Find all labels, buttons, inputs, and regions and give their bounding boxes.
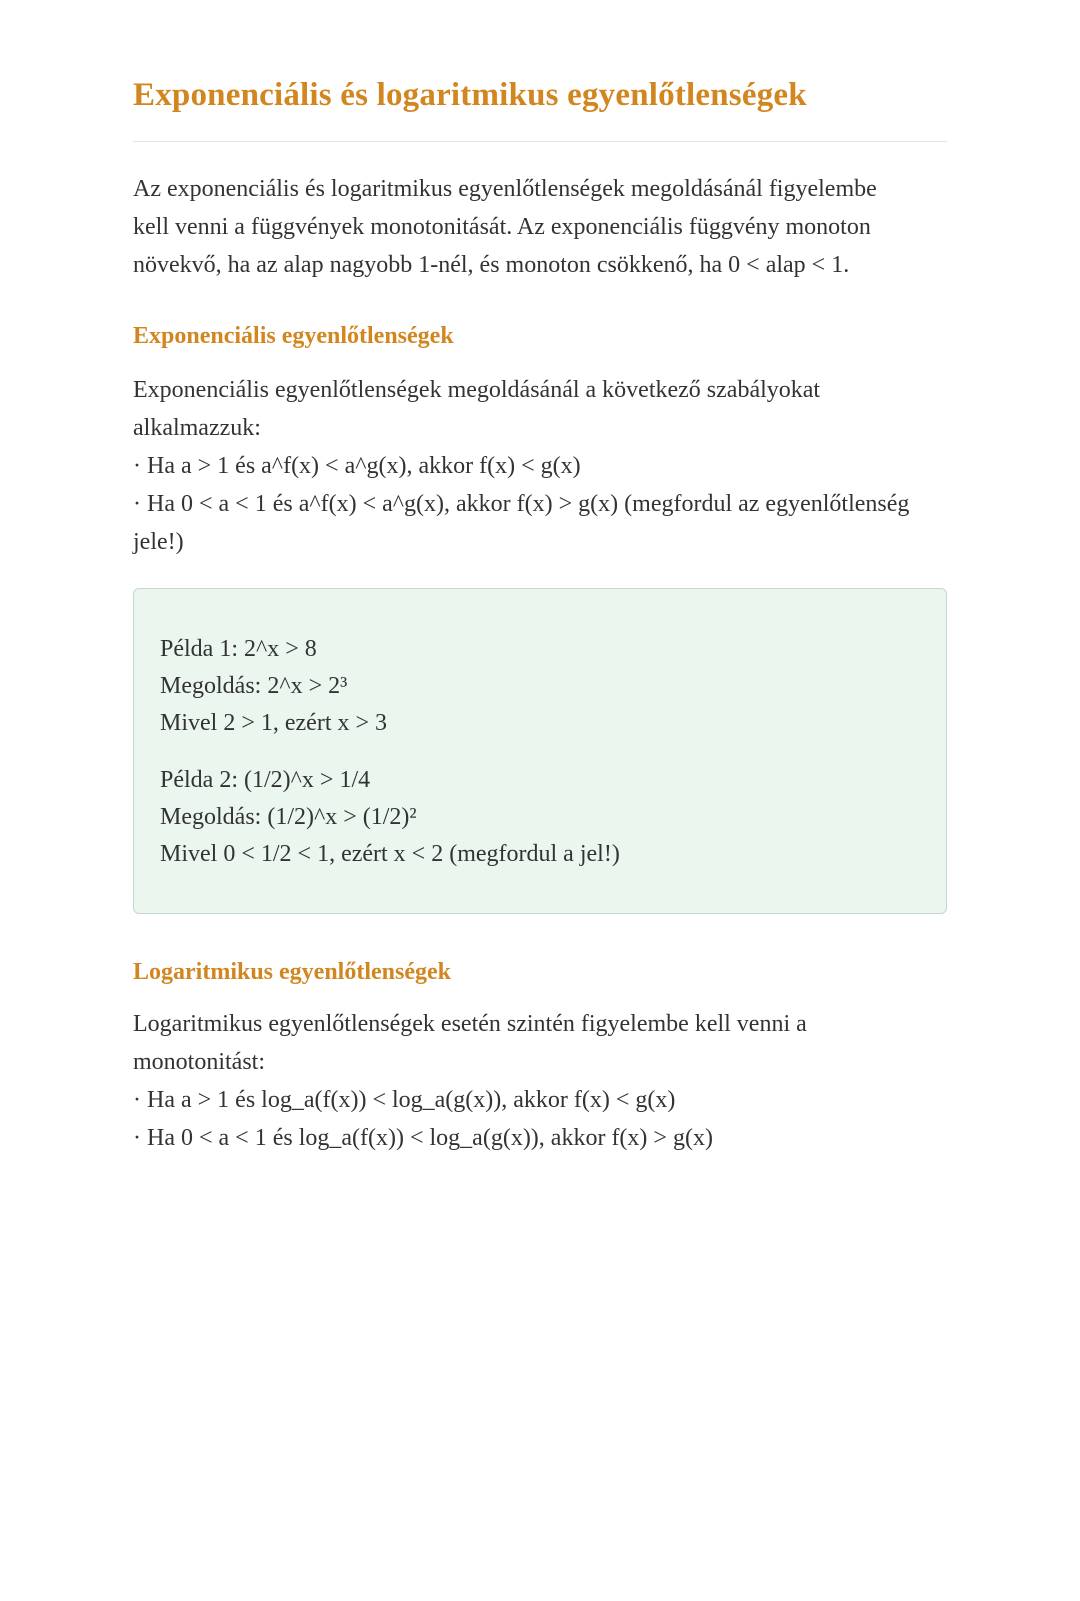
- text-line: Logaritmikus egyenlőtlenségek esetén szintén figyelembe kell venni a: [133, 1011, 807, 1037]
- title-divider: [133, 141, 947, 142]
- page-title: Exponenciális és logaritmikus egyenlőtlenségek: [133, 77, 807, 113]
- bullet-line: · Ha a > 1 és a^f(x) < a^g(x), akkor f(x) < g(x): [133, 453, 581, 479]
- text-line: Mivel 2 > 1, ezért x > 3: [160, 710, 388, 736]
- example-1: [160, 631, 920, 742]
- text-line: Megoldás: (1/2)^x > (1/2)²: [160, 804, 417, 830]
- exponential-rules-paragraph: [133, 371, 947, 561]
- intro-paragraph: [133, 170, 947, 284]
- text-line: jele!): [133, 529, 184, 555]
- bullet-line: · Ha 0 < a < 1 és log_a(f(x)) < log_a(g(x)), akkor f(x) > g(x): [133, 1125, 713, 1151]
- text-line: növekvő, ha az alap nagyobb 1-nél, és monoton csökkenő, ha 0 < alap < 1.: [133, 252, 850, 278]
- text-line: Az exponenciális és logaritmikus egyenlőtlenségek megoldásánál figyelembe: [133, 176, 877, 202]
- text-line: Példa 2: (1/2)^x > 1/4: [160, 767, 371, 793]
- example-2: [160, 762, 920, 873]
- text-line: Példa 1: 2^x > 8: [160, 636, 317, 662]
- section-heading-logarithmic: Logaritmikus egyenlőtlenségek: [133, 959, 451, 985]
- article: [133, 74, 947, 1157]
- logarithmic-rules-paragraph: [133, 1005, 947, 1157]
- bullet-line: · Ha 0 < a < 1 és a^f(x) < a^g(x), akkor f(x) > g(x) (megfordul az egyenlőtlenség: [133, 491, 910, 517]
- text-line: Megoldás: 2^x > 2³: [160, 673, 348, 699]
- text-line: Mivel 0 < 1/2 < 1, ezért x < 2 (megfordul a jel!): [160, 841, 620, 867]
- text-line: Exponenciális egyenlőtlenségek megoldásánál a következő szabályokat: [133, 377, 821, 403]
- section-heading-exponential: Exponenciális egyenlőtlenségek: [133, 323, 454, 349]
- text-line: kell venni a függvények monotonitását. Az exponenciális függvény monoton: [133, 214, 871, 240]
- text-line: monotonitást:: [133, 1049, 265, 1075]
- bullet-line: · Ha a > 1 és log_a(f(x)) < log_a(g(x)), akkor f(x) < g(x): [133, 1087, 676, 1113]
- example-box: [133, 588, 947, 914]
- text-line: alkalmazzuk:: [133, 415, 261, 441]
